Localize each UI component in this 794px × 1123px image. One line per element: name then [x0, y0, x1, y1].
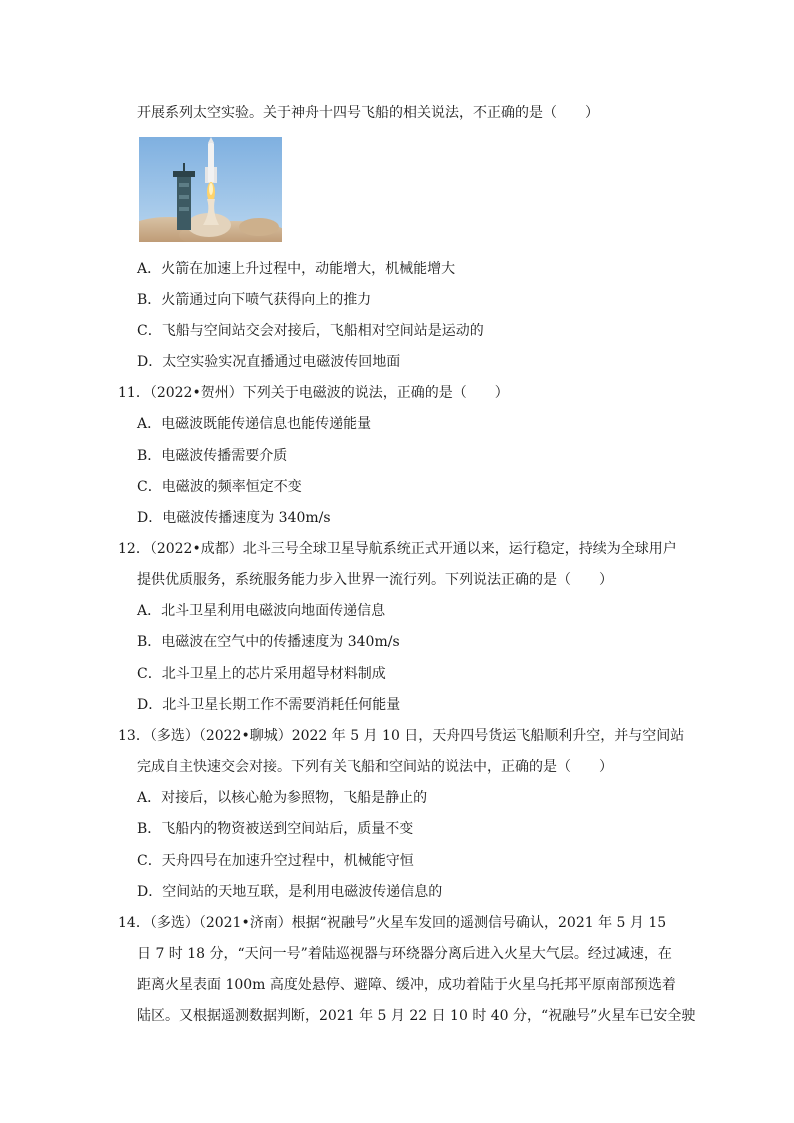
q14-stem-line2: 日 7 时 18 分，“天问一号”着陆巡视器与环绕器分离后进入火星大气层。经过减速，在 — [137, 946, 672, 962]
q11-option-c: C．电磁波的频率恒定不变 — [137, 479, 302, 495]
q13-option-c: C．天舟四号在加速升空过程中，机械能守恒 — [137, 853, 414, 869]
q11-option-b: B．电磁波传播需要介质 — [137, 448, 288, 464]
q14-stem-line3: 距离火星表面 100m 高度处悬停、避障、缓冲，成功着陆于火星乌托邦平原南部预选着 — [137, 977, 676, 993]
q10-option-a: A．火箭在加速上升过程中，动能增大，机械能增大 — [137, 261, 456, 277]
q12-option-b: B．电磁波在空气中的传播速度为 340m/s — [137, 634, 400, 650]
q10-option-b: B．火箭通过向下喷气获得向上的推力 — [137, 292, 372, 308]
q10-option-d: D．太空实验实况直播通过电磁波传回地面 — [137, 354, 401, 370]
q13-option-b: B．飞船内的物资被送到空间站后，质量不变 — [137, 821, 414, 837]
q12-option-d: D．北斗卫星长期工作不需要消耗任何能量 — [137, 697, 401, 713]
q12-option-a: A．北斗卫星利用电磁波向地面传递信息 — [137, 603, 386, 619]
q13-option-d: D．空间站的天地互联，是利用电磁波传递信息的 — [137, 884, 443, 900]
q10-option-c: C．飞船与空间站交会对接后，飞船相对空间站是运动的 — [137, 323, 484, 339]
q14-stem-line1: 14．（多选）（2021•济南）根据“祝融号”火星车发回的遥测信号确认，2021 年 5 月 15 — [118, 915, 667, 931]
q10-stem-continuation: 开展系列太空实验。关于神舟十四号飞船的相关说法，不正确的是（ ） — [137, 105, 599, 121]
q14-stem-line4: 陆区。又根据遥测数据判断，2021 年 5 月 22 日 10 时 40 分，“祝融号”火星车已安全驶 — [137, 1008, 696, 1024]
rocket-launch-photo — [139, 137, 282, 242]
q13-option-a: A．对接后，以核心舱为参照物，飞船是静止的 — [137, 790, 428, 806]
q12-stem-line2: 提供优质服务，系统服务能力步入世界一流行列。下列说法正确的是（ ） — [137, 572, 613, 588]
rocket-launch-illustration — [139, 137, 282, 242]
q11-option-d: D．电磁波传播速度为 340m/s — [137, 510, 331, 526]
q12-option-c: C．北斗卫星上的芯片采用超导材料制成 — [137, 666, 386, 682]
q12-stem-line1: 12．（2022•成都）北斗三号全球卫星导航系统正式开通以来，运行稳定，持续为全球用户 — [118, 541, 677, 557]
q13-stem-line2: 完成自主快速交会对接。下列有关飞船和空间站的说法中，正确的是（ ） — [137, 759, 613, 775]
q11-option-a: A．电磁波既能传递信息也能传递能量 — [137, 416, 372, 432]
q13-stem-line1: 13．（多选）（2022•聊城）2022 年 5 月 10 日，天舟四号货运飞船顺利升空，并与空间站 — [118, 728, 685, 744]
q11-stem: 11．（2022•贺州）下列关于电磁波的说法，正确的是（ ） — [118, 385, 509, 401]
